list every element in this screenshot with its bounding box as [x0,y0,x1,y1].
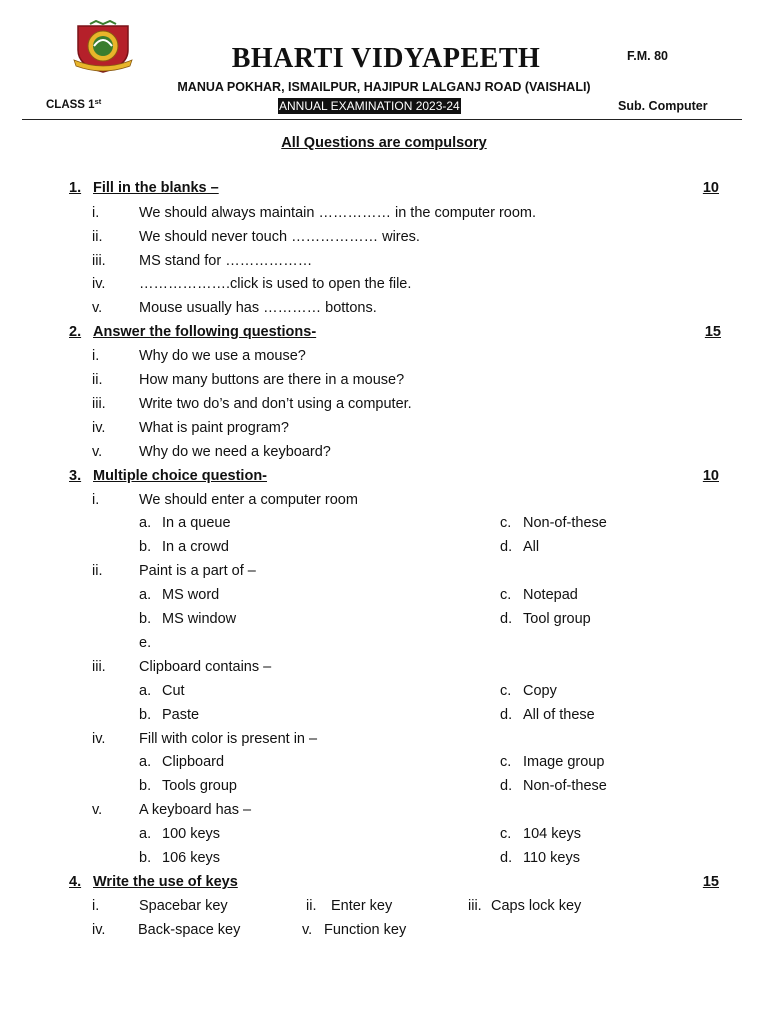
q2-title: Answer the following questions- [93,324,317,340]
q2-item-3-roman: iii. [92,396,106,412]
q3-item-3-opt-a: Cut [162,683,185,699]
q3-item-1-opt-d: All [523,539,540,555]
q2-item-5-text: Why do we need a keyboard? [139,444,331,460]
school-name: BHARTI VIDYAPEETH [231,43,541,74]
q3-item-4-roman: iv. [92,731,106,747]
q2-item-1-roman: i. [92,348,100,364]
q3-item-3-opt-c-letter: c. [500,683,512,699]
q3-item-4-opt-d: Non-of-these [523,778,607,794]
q2-number: 2. [69,324,82,340]
q1-item-1-roman: i. [92,205,100,221]
q4-key-1-text: Spacebar key [139,898,228,914]
q3-item-3-text: Clipboard contains – [139,659,272,675]
q3-item-1-opt-d-letter: d. [500,539,513,555]
q3-item-1-opt-b-letter: b. [139,539,152,555]
q3-item-3-opt-c: Copy [523,683,557,699]
q2-item-3-text: Write two do’s and don’t using a computer. [139,396,412,412]
q4-title: Write the use of keys [93,874,238,890]
class-label-suffix: st [94,97,102,106]
q1-title: Fill in the blanks – [93,180,219,196]
q3-item-1-opt-c: Non-of-these [523,515,607,531]
q3-item-2-opt-d: Tool group [523,611,591,627]
q3-item-5-opt-b: 106 keys [162,850,221,866]
q2-item-5-roman: v. [92,444,103,460]
q4-key-3-roman: iii. [468,898,482,914]
q4-key-1-roman: i. [92,898,100,914]
q3-title: Multiple choice question- [93,468,268,484]
q3-item-1-opt-c-letter: c. [500,515,512,531]
q3-item-5-roman: v. [92,802,103,818]
q4-number: 4. [69,874,82,890]
q3-item-3-opt-a-letter: a. [139,683,152,699]
q1-marks: 10 [702,180,719,196]
q1-item-5-roman: v. [92,300,103,316]
q2-item-2-roman: ii. [92,372,103,388]
q3-item-4-opt-b: Tools group [162,778,237,794]
q3-item-2-text: Paint is a part of – [139,563,256,579]
q3-item-5-opt-a: 100 keys [162,826,221,842]
subject-label: Sub. Computer [618,99,708,113]
q3-item-4-opt-a: Clipboard [162,754,225,770]
exam-title: ANNUAL EXAMINATION 2023-24 [279,99,460,113]
q3-item-1-opt-a: In a queue [162,515,231,531]
q4-key-2-roman: ii. [306,898,317,914]
q3-item-5-opt-c: 104 keys [523,826,582,842]
class-label [46,99,101,111]
q2-item-4-roman: iv. [92,420,106,436]
q4-key-5-text: Function key [324,922,407,938]
q3-item-3-opt-b-letter: b. [139,707,152,723]
q3-item-4-text: Fill with color is present in – [139,731,318,747]
q4-marks: 15 [702,874,719,890]
class-label-text: CLASS 1 [46,99,95,111]
q3-item-5-opt-a-letter: a. [139,826,152,842]
q3-item-3-opt-b: Paste [162,707,200,723]
q3-marks: 10 [702,468,719,484]
q3-item-2-opt-a: MS word [162,587,220,603]
q3-item-2-opt-b: MS window [162,611,237,627]
q4-key-4-text: Back-space key [138,922,241,938]
q3-item-4-opt-c: Image group [523,754,605,770]
q4-key-4-roman: iv. [92,922,106,938]
q3-item-2-opt-c-letter: c. [500,587,512,603]
q1-item-4-roman: iv. [92,276,106,292]
q3-item-2-opt-d-letter: d. [500,611,513,627]
q4-key-2-text: Enter key [331,898,393,914]
q3-item-2-opt-e-letter: e. [139,635,152,651]
q3-item-1-opt-b: In a crowd [162,539,229,555]
q3-item-2-opt-a-letter: a. [139,587,152,603]
q1-item-3-text: MS stand for ……………… [139,253,313,269]
q3-item-4-opt-a-letter: a. [139,754,152,770]
q2-item-2-text: How many buttons are there in a mouse? [139,372,405,388]
instruction: All Questions are compulsory [281,135,487,151]
q4-key-3-text: Caps lock key [491,898,582,914]
q2-item-1-text: Why do we use a mouse? [139,348,306,364]
q1-item-2-text: We should never touch ……………… wires. [139,229,420,245]
q3-item-1-text: We should enter a computer room [139,492,358,508]
q3-item-1-roman: i. [92,492,100,508]
q1-item-5-text: Mouse usually has ………… bottons. [139,300,377,316]
q3-item-4-opt-c-letter: c. [500,754,512,770]
q3-item-5-text: A keyboard has – [139,802,252,818]
q3-item-4-opt-d-letter: d. [500,778,513,794]
q1-item-4-text: ……………….click is used to open the file. [139,276,412,292]
q1-item-2-roman: ii. [92,229,103,245]
q3-item-5-opt-d: 110 keys [523,850,580,866]
q1-item-1-text: We should always maintain …………… in the computer room. [139,205,537,221]
q3-item-2-opt-b-letter: b. [139,611,152,627]
q1-item-3-roman: iii. [92,253,106,269]
q3-item-3-roman: iii. [92,659,106,675]
q1-number: 1. [69,180,82,196]
q3-item-5-opt-d-letter: d. [500,850,513,866]
q3-item-1-opt-a-letter: a. [139,515,152,531]
q3-number: 3. [69,468,82,484]
full-marks: F.M. 80 [627,49,668,63]
q3-item-3-opt-d: All of these [523,707,595,723]
q3-item-5-opt-c-letter: c. [500,826,512,842]
q3-item-2-opt-c: Notepad [523,587,578,603]
q3-item-3-opt-d-letter: d. [500,707,513,723]
header-divider [22,119,742,120]
q2-marks: 15 [704,324,721,340]
q3-item-2-roman: ii. [92,563,103,579]
q3-item-4-opt-b-letter: b. [139,778,152,794]
q4-key-5-roman: v. [302,922,313,938]
q3-item-5-opt-b-letter: b. [139,850,152,866]
q2-item-4-text: What is paint program? [139,420,289,436]
school-address: MANUA POKHAR, ISMAILPUR, HAJIPUR LALGANJ ROAD (VAISHALI) [177,80,591,94]
